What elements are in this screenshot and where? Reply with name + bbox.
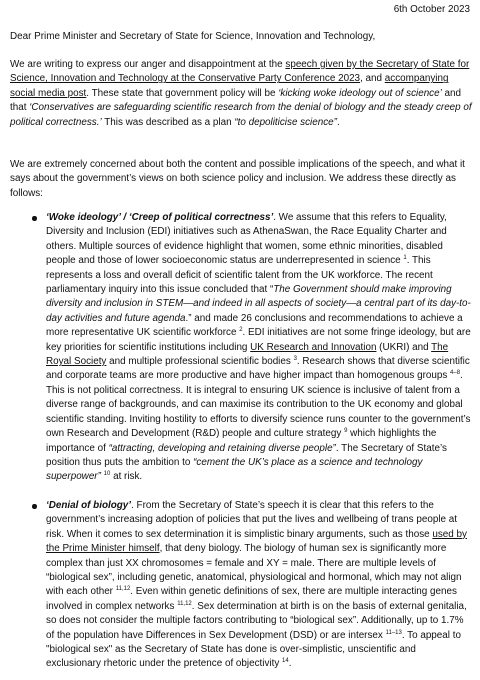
text-run: at risk. xyxy=(110,471,143,483)
citation-ref: 14 xyxy=(282,658,289,665)
text-run: .” and made 26 conclusions and recommendations to achieve a more representative UK scientific workforce xyxy=(46,312,463,339)
citation-ref: 3 xyxy=(293,356,297,363)
text-run: . The Secretary of State’s position thus puts the ambition to xyxy=(46,442,447,468)
citation-ref: 9 xyxy=(344,428,348,435)
text-run: . xyxy=(288,658,292,670)
text-run: . This represents a loss and overall deficit of scientific talent from the UK workforce. The recent parliamentary inquiry into this issue concluded that “ xyxy=(46,255,433,296)
quoted-text: ‘kicking woke ideology out of science’ xyxy=(278,87,442,99)
citation-ref: 4–8 xyxy=(450,370,461,377)
quoted-text: The Government should make improving diversity and inclusion in STEM—and indeed in all aspects of society—a central part of its day-to-day activities and future agenda xyxy=(46,284,471,324)
quoted-text: ‘Conservatives are safeguarding scientific research from the denial of biology and the steady creep of political correctness.’ xyxy=(10,102,472,128)
hyperlink[interactable]: speech given by the Secretary of State for Science, Innovation and Technology at the Conservative Party Conference 2023 xyxy=(10,59,470,85)
text-run: , that deny biology. The biology of human sex is significantly more complex than just XX chromosomes = female and XY = male. There are multiple levels of “biological sex”, including genetic, anatomical, physiological and hormonal, which may not align with each other xyxy=(46,543,462,598)
text-run: This was described as a plan xyxy=(101,116,235,128)
bullet-dot xyxy=(32,216,37,221)
text-run: . Even within genetic definitions of sex, there are multiple interacting genes involved in complex networks xyxy=(46,586,457,612)
citation-ref: 10 xyxy=(103,471,111,478)
second-paragraph xyxy=(10,158,472,201)
quoted-text: “cement the UK’s place as a science and technology superpower” xyxy=(46,456,423,483)
text-run: We are writing to express our anger and disappointment at the xyxy=(10,59,286,70)
point-woke-ideology xyxy=(46,211,472,485)
intro-paragraph xyxy=(10,58,472,130)
text-run: . Sex determination at birth is on the basis of external genitalia, so does not consider the multiple factors contributing to “biological sex”. Additionally, up to 1.7% of the population have Differences in Sex Development (DSD) or are intersex xyxy=(46,600,467,641)
hyperlink[interactable]: used by the Prime Minister himself xyxy=(46,528,467,555)
text-run: (UKRI) and xyxy=(376,341,432,353)
hyperlink[interactable]: accompanying social media post xyxy=(10,73,449,99)
text-run: . Research shows that diverse scientific and corporate teams are more productive and have higher impact than homogenous groups xyxy=(46,356,470,382)
text-run: . This is not political correctness. It is integral to ensuring UK science is inclusive of talent from a diverse range of backgrounds, and can maximise its contribution to the UK economy and global scientific standing. Inviting hostility to efforts to diversify science runs counter to the government’s own Research and Development (R&D) people and culture strategy xyxy=(46,370,471,440)
citation-ref: 1 xyxy=(403,255,407,262)
point-heading: ‘Woke ideology’ / ‘Creep of political correctness’ xyxy=(46,212,274,223)
text-run: , and xyxy=(360,73,385,85)
quoted-text: “to depoliticise science” xyxy=(234,116,337,128)
text-run: . These state that government policy will be xyxy=(86,87,279,99)
hyperlink[interactable]: The Royal Society xyxy=(46,341,449,368)
text-run: . We assume that this refers to Equality, Diversity and Inclusion (EDI) initiatives such as AthenaSwan, the Race Equality Charter and others. Multiple sources of evidence highlight that women, some ethnic minorities, disabled people and those of lower socioeconomic status are underrepresented in science xyxy=(46,212,447,267)
bullet-dot xyxy=(32,504,37,509)
text-run: . EDI initiatives are not some fringe ideology, but are key priorities for scientific institutions including xyxy=(46,327,471,353)
text-run: and that xyxy=(10,87,462,114)
citation-ref: 11,12 xyxy=(115,586,131,593)
citation-ref: 11–13 xyxy=(385,629,402,636)
text-run: We are extremely concerned about both the content and possible implications of the speech, and what it says about the government’s views on both science policy and inclusion. We address these directly as follows: xyxy=(10,159,465,199)
hyperlink[interactable]: UK Research and Innovation xyxy=(250,341,377,353)
text-run: . From the Secretary of State’s speech it is clear that this refers to the government’s increasing adoption of policies that put the lives and wellbeing of trans people at risk. When it comes to sex determination it is simplistic binary arguments, such as those xyxy=(46,500,457,540)
quoted-text: “attracting, developing and retaining diverse people” xyxy=(108,442,336,454)
point-denial-of-biology xyxy=(46,499,472,672)
citation-ref: 11,12 xyxy=(177,600,192,607)
salutation: Dear Prime Minister and Secretary of State for Science, Innovation and Technology, xyxy=(10,31,376,42)
text-run: . xyxy=(336,116,340,128)
citation-ref: 2 xyxy=(239,327,243,334)
point-heading: ‘Denial of biology’ xyxy=(46,500,132,511)
text-run: and multiple professional scientific bodies xyxy=(106,356,294,368)
letter-date: 6th October 2023 xyxy=(393,4,470,15)
text-run: which highlights the importance of xyxy=(46,428,437,454)
text-run: . To appeal to "biological sex" as the Secretary of State has done is over-simplistic, unscientific and exclusionary rhetoric under the pretence of objectivity xyxy=(46,629,461,670)
